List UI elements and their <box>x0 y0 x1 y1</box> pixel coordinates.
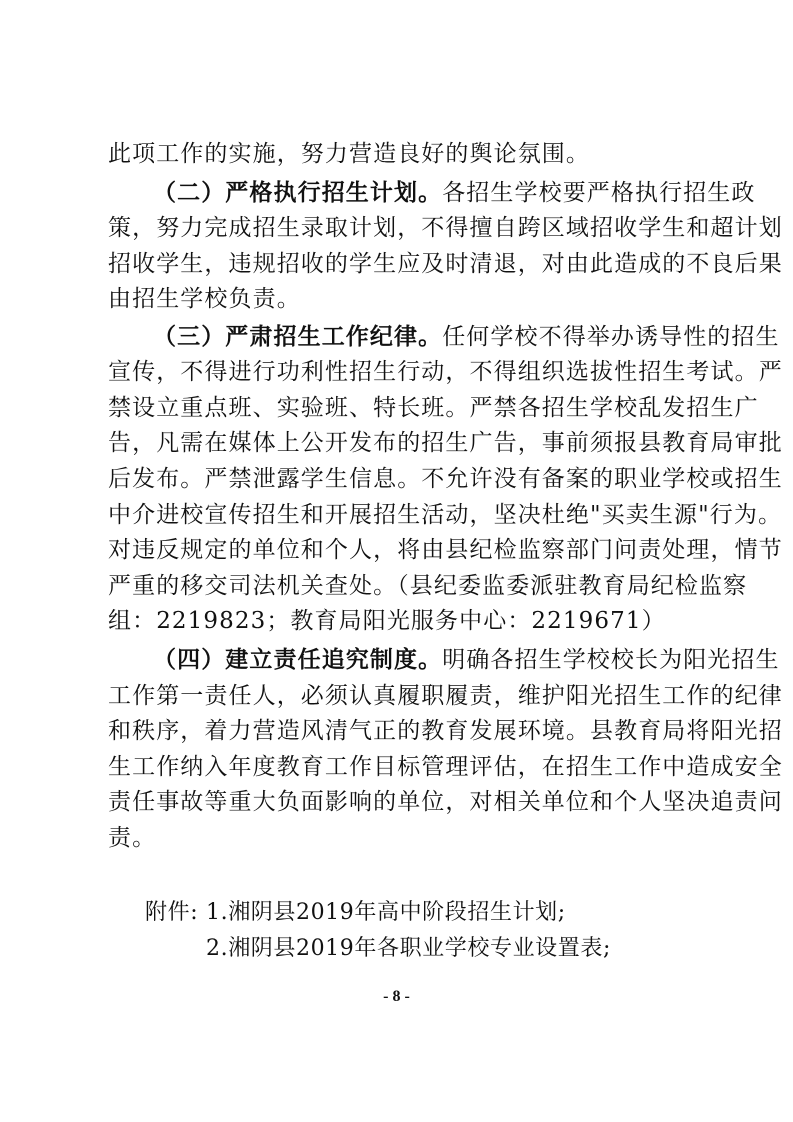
body-line: 由招生学校负责。 <box>108 286 301 312</box>
body-line: 禁设立重点班、实验班、特长班。严禁各招生学校乱发招生广 <box>108 395 759 421</box>
body-line: 生工作纳入年度教育工作目标管理评估，在招生工作中造成安全 <box>108 754 783 780</box>
body-line: 责。 <box>108 825 157 851</box>
page-number: - 8 - <box>383 988 410 1005</box>
section-text: 各招生学校要严格执行招生政 <box>442 180 756 206</box>
section-heading-4: （四）建立责任追究制度。 <box>153 647 443 673</box>
section-text: 任何学校不得举办诱导性的招生 <box>442 324 780 350</box>
section-heading-line <box>153 645 780 675</box>
body-line: 严重的移交司法机关查处。（县纪委监委派驻教育局纪检监察 <box>108 573 748 599</box>
section-heading-line <box>153 322 780 352</box>
attachments-label: 附件: <box>145 900 199 925</box>
body-line: 中介进校宣传招生和开展招生活动，坚决杜绝"买卖生源"行为。 <box>108 502 783 528</box>
body-line: 对违反规定的单位和个人，将由县纪检监察部门问责处理，情节 <box>108 537 783 563</box>
body-line: 组：2219823；教育局阳光服务中心：2219671） <box>108 608 666 634</box>
body-line: 招收学生，违规招收的学生应及时清退，对由此造成的不良后果 <box>108 251 783 277</box>
attachment-item: 1.湘阴县2019年高中阶段招生计划; <box>206 900 566 925</box>
section-heading-line <box>153 178 756 208</box>
body-line: 责任事故等重大负面影响的单位，对相关单位和个人坚决追责问 <box>108 789 783 815</box>
section-heading-3: （三）严肃招生工作纪律。 <box>153 324 443 350</box>
body-line: 和秩序，着力营造风清气正的教育发展环境。县教育局将阳光招 <box>108 718 783 744</box>
body-line: 策，努力完成招生录取计划，不得擅自跨区域招收学生和超计划 <box>108 215 783 241</box>
body-line: 工作第一责任人，必须认真履职履责，维护阳光招生工作的纪律 <box>108 683 783 709</box>
body-line: 后发布。严禁泄露学生信息。不允许没有备案的职业学校或招生 <box>108 466 783 492</box>
section-heading-2: （二）严格执行招生计划。 <box>153 180 443 206</box>
body-line: 宣传，不得进行功利性招生行动，不得组织选拔性招生考试。严 <box>108 359 783 385</box>
attachment-item: 2.湘阴县2019年各职业学校专业设置表; <box>206 936 611 961</box>
section-text: 明确各招生学校校长为阳光招生 <box>442 647 780 673</box>
body-line: 此项工作的实施，努力营造良好的舆论氛围。 <box>108 141 590 167</box>
body-line: 告，凡需在媒体上公开发布的招生广告，事前须报县教育局审批 <box>108 430 783 456</box>
